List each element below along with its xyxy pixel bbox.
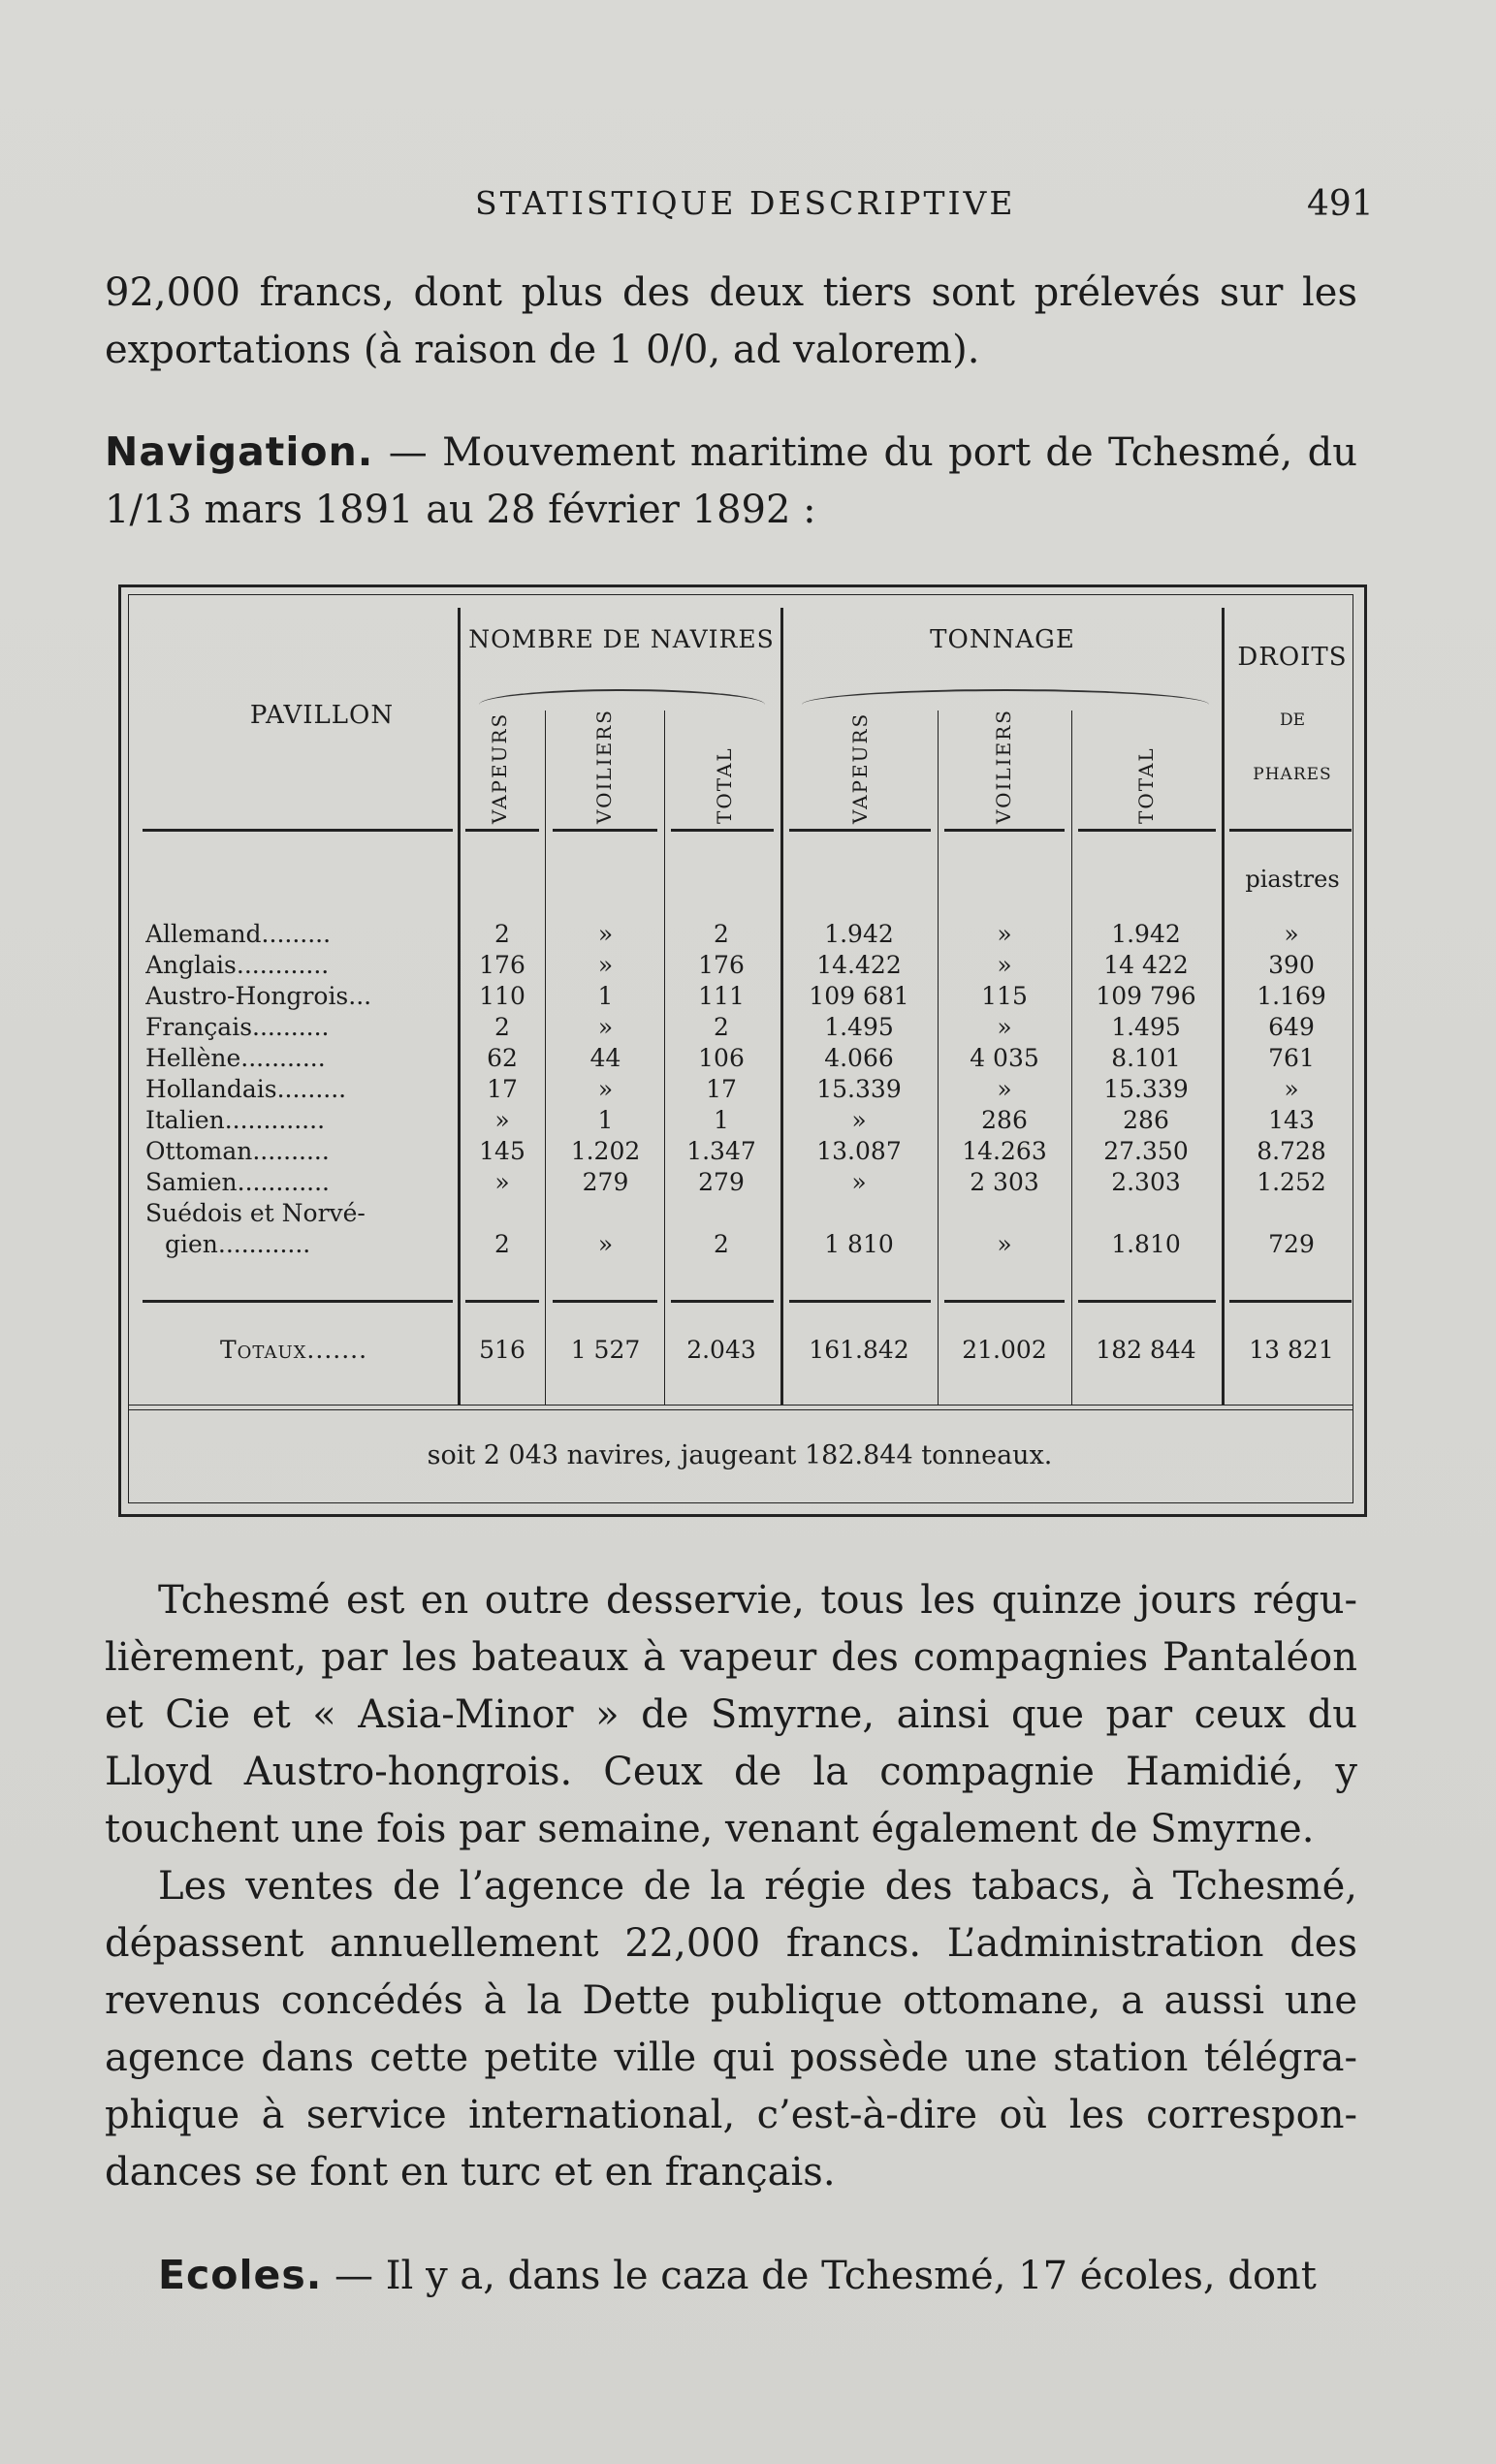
cell-t-voiliers: » bbox=[997, 920, 1012, 948]
totals-t-vapeurs: 161.842 bbox=[809, 1336, 909, 1364]
cell-t-vapeurs: 4.066 bbox=[824, 1044, 894, 1072]
rule-totals-c1 bbox=[465, 1300, 539, 1303]
page-number: 491 bbox=[1307, 184, 1374, 224]
cell-n-voiliers: 1 bbox=[597, 982, 614, 1010]
cell-n-total: 17 bbox=[706, 1075, 737, 1103]
cell-pavillon: Hellène........... bbox=[145, 1044, 326, 1072]
cell-n-voiliers: 44 bbox=[589, 1044, 621, 1072]
subheader-tonnage-total: TOTAL bbox=[1134, 746, 1158, 824]
rule-totals-c4 bbox=[789, 1300, 931, 1303]
cell-n-voiliers: » bbox=[597, 1075, 614, 1103]
col-rule-sub4 bbox=[1071, 711, 1072, 1405]
cell-t-vapeurs: 1.495 bbox=[824, 1013, 894, 1041]
cell-t-total: 1.810 bbox=[1111, 1230, 1181, 1258]
cell-n-total: 1 bbox=[714, 1106, 729, 1134]
cell-pavillon: Suédois et Norvé- bbox=[145, 1199, 366, 1227]
cell-t-voiliers: 14.263 bbox=[962, 1137, 1047, 1165]
subheader-tonnage-vapeurs: VAPEURS bbox=[848, 711, 872, 824]
cell-n-vapeurs: » bbox=[494, 1168, 510, 1196]
cell-t-total: 1.942 bbox=[1111, 920, 1181, 948]
rule-header-pavillon bbox=[143, 829, 453, 832]
paragraph-navigation bbox=[105, 424, 1357, 539]
cell-t-total: 109 796 bbox=[1096, 982, 1196, 1010]
cell-t-voiliers: 2 303 bbox=[970, 1168, 1039, 1196]
cell-pavillon: Allemand......... bbox=[145, 920, 332, 948]
cell-droits: 729 bbox=[1268, 1230, 1315, 1258]
cell-pavillon: Italien............. bbox=[145, 1106, 326, 1134]
cell-n-vapeurs: 2 bbox=[494, 920, 510, 948]
header-tonnage: TONNAGE bbox=[930, 625, 1075, 654]
cell-t-total: 1.495 bbox=[1111, 1013, 1181, 1041]
totals-t-total: 182 844 bbox=[1096, 1336, 1196, 1364]
cell-n-vapeurs: 176 bbox=[479, 951, 525, 979]
col-rule-sub1 bbox=[545, 711, 546, 1405]
cell-droits: » bbox=[1284, 1075, 1299, 1103]
cell-n-voiliers: » bbox=[597, 951, 614, 979]
cell-n-total: 2 bbox=[714, 1230, 729, 1258]
cell-n-vapeurs: 62 bbox=[487, 1044, 518, 1072]
cell-pavillon: Samien............ bbox=[145, 1168, 330, 1196]
subheader-nombre-voiliers: VOILIERS bbox=[592, 709, 616, 824]
cell-t-total: 2.303 bbox=[1111, 1168, 1181, 1196]
cell-t-total: 8.101 bbox=[1111, 1044, 1181, 1072]
cell-n-total: 106 bbox=[698, 1044, 745, 1072]
cell-t-vapeurs: » bbox=[851, 1168, 867, 1196]
cell-n-vapeurs: 110 bbox=[479, 982, 525, 1010]
rule-totals-c3 bbox=[671, 1300, 774, 1303]
cell-droits: » bbox=[1284, 920, 1299, 948]
rule-totals-pavillon bbox=[143, 1300, 453, 1303]
cell-droits: 761 bbox=[1268, 1044, 1315, 1072]
cell-t-voiliers: » bbox=[997, 951, 1012, 979]
totals-t-voiliers: 21.002 bbox=[962, 1336, 1047, 1364]
cell-pavillon: Ottoman.......... bbox=[145, 1137, 330, 1165]
cell-n-vapeurs: 2 bbox=[494, 1013, 510, 1041]
rule-totals-c7 bbox=[1229, 1300, 1352, 1303]
cell-t-total: 27.350 bbox=[1103, 1137, 1189, 1165]
table-summary: soit 2 043 navires, jaugeant 182.844 tonneaux. bbox=[427, 1440, 1053, 1470]
header-nombre-navires: NOMBRE DE NAVIRES bbox=[468, 625, 775, 653]
cell-n-voiliers: 1 bbox=[597, 1106, 614, 1134]
paragraph-services-2: Les ventes de l’agence de la régie des tabacs, à Tchesmé, dépassent annuellement 22,000 francs. L’administration des revenus concédés à la Dette publique ottomane, a aussi une agence dans cette petite ville qui possède une station télégraphique à service international, c’est-à-dire où les correspondances se font en turc et en français. bbox=[105, 1864, 1357, 2195]
cell-t-voiliers: » bbox=[997, 1075, 1012, 1103]
rule-header-c4 bbox=[789, 829, 931, 832]
rule-summary-top bbox=[128, 1405, 1353, 1406]
rule-totals-c6 bbox=[1078, 1300, 1216, 1303]
cell-t-vapeurs: 109 681 bbox=[809, 982, 909, 1010]
cell-n-vapeurs: » bbox=[494, 1106, 510, 1134]
rule-header-c5 bbox=[944, 829, 1065, 832]
cell-droits: 1.252 bbox=[1257, 1168, 1326, 1196]
cell-t-vapeurs: 1.942 bbox=[824, 920, 894, 948]
rule-header-c1 bbox=[465, 829, 539, 832]
header-piastres: piastres bbox=[1245, 866, 1340, 893]
paragraph-services-1: Tchesmé est en outre desservie, tous les quinze jours régulièrement, par les bateaux à vapeur des compagnies Pantaléon et Cie et « Asia-Minor » de Smyrne, ainsi que par ceux du Lloyd Austro-hongrois. Ceux de la compagnie Hamidié, y touchent une fois par semaine, venant également de Smyrne. bbox=[105, 1578, 1357, 1851]
cell-n-voiliers: 279 bbox=[582, 1168, 629, 1196]
cell-t-total: 286 bbox=[1123, 1106, 1169, 1134]
ecoles-text: — Il y a, dans le caza de Tchesmé, 17 écoles, dont bbox=[322, 2254, 1317, 2298]
subheader-nombre-total: TOTAL bbox=[713, 746, 736, 824]
cell-n-total: 1.347 bbox=[686, 1137, 756, 1165]
running-head-title: STATISTIQUE DESCRIPTIVE bbox=[475, 184, 1016, 222]
navigation-text: — Mouvement maritime du port de Tchesmé, du 1/13 mars 1891 au 28 février 1892 : bbox=[105, 430, 1357, 532]
cell-t-vapeurs: 14.422 bbox=[816, 951, 902, 979]
paragraph-services bbox=[105, 1572, 1357, 2201]
cell-t-voiliers: » bbox=[997, 1230, 1012, 1258]
rule-header-c6 bbox=[1078, 829, 1216, 832]
totals-droits: 13 821 bbox=[1249, 1336, 1334, 1364]
paragraph-ecoles bbox=[105, 2247, 1357, 2305]
rule-summary-top-double bbox=[128, 1409, 1353, 1410]
cell-pavillon: gien............ bbox=[165, 1230, 311, 1258]
section-heading-ecoles: Ecoles. bbox=[158, 2252, 323, 2298]
running-head bbox=[0, 184, 1496, 233]
cell-n-vapeurs: 17 bbox=[487, 1075, 518, 1103]
totals-label: Totaux....... bbox=[220, 1336, 368, 1364]
cell-droits: 390 bbox=[1268, 951, 1315, 979]
subheader-tonnage-voiliers: VOILIERS bbox=[992, 709, 1015, 824]
paragraph-exports bbox=[105, 265, 1357, 379]
cell-n-total: 2 bbox=[714, 1013, 729, 1041]
cell-t-voiliers: » bbox=[997, 1013, 1012, 1041]
cell-n-vapeurs: 145 bbox=[479, 1137, 525, 1165]
header-pavillon: PAVILLON bbox=[249, 701, 395, 730]
header-droits: DROITS bbox=[1237, 643, 1348, 672]
cell-n-total: 279 bbox=[698, 1168, 745, 1196]
cell-n-total: 176 bbox=[698, 951, 745, 979]
cell-pavillon: Anglais............ bbox=[145, 951, 330, 979]
cell-droits: 649 bbox=[1268, 1013, 1315, 1041]
cell-t-vapeurs: 13.087 bbox=[816, 1137, 902, 1165]
rule-header-c2 bbox=[553, 829, 657, 832]
cell-n-voiliers: » bbox=[597, 920, 614, 948]
cell-droits: 8.728 bbox=[1257, 1137, 1326, 1165]
paragraph-exports-text: 92,000 francs, dont plus des deux tiers sont prélevés sur les exportations (à raison de 1 0/0, ad valorem). bbox=[105, 270, 1357, 372]
rule-totals-c2 bbox=[553, 1300, 657, 1303]
subheader-nombre-vapeurs: VAPEURS bbox=[488, 711, 511, 824]
header-de: DE bbox=[1279, 711, 1306, 730]
cell-droits: 1.169 bbox=[1257, 982, 1326, 1010]
cell-t-total: 14 422 bbox=[1103, 951, 1189, 979]
cell-t-voiliers: 4 035 bbox=[970, 1044, 1039, 1072]
col-rule-sub3 bbox=[938, 711, 939, 1405]
cell-t-vapeurs: 1 810 bbox=[824, 1230, 894, 1258]
cell-n-voiliers: » bbox=[597, 1013, 614, 1041]
cell-pavillon: Hollandais......... bbox=[145, 1075, 347, 1103]
cell-t-vapeurs: » bbox=[851, 1106, 867, 1134]
cell-n-total: 111 bbox=[698, 982, 745, 1010]
cell-t-total: 15.339 bbox=[1103, 1075, 1189, 1103]
col-rule-sub2 bbox=[664, 711, 665, 1405]
totals-n-total: 2.043 bbox=[686, 1336, 756, 1364]
cell-t-voiliers: 115 bbox=[981, 982, 1028, 1010]
rule-header-c3 bbox=[671, 829, 774, 832]
section-heading-navigation: Navigation. bbox=[105, 428, 374, 475]
rule-header-c7 bbox=[1229, 829, 1352, 832]
cell-pavillon: Austro-Hongrois... bbox=[145, 982, 372, 1010]
cell-droits: 143 bbox=[1268, 1106, 1315, 1134]
cell-n-vapeurs: 2 bbox=[494, 1230, 510, 1258]
totals-n-vapeurs: 516 bbox=[479, 1336, 525, 1364]
col-rule-nombre bbox=[780, 608, 783, 1405]
totals-row bbox=[118, 1331, 1361, 1370]
cell-n-voiliers: » bbox=[597, 1230, 614, 1258]
totals-n-voiliers: 1 527 bbox=[570, 1336, 641, 1364]
rule-totals-c5 bbox=[944, 1300, 1065, 1303]
cell-pavillon: Français.......... bbox=[145, 1013, 330, 1041]
cell-t-vapeurs: 15.339 bbox=[816, 1075, 902, 1103]
navigation-table bbox=[118, 584, 1367, 1515]
header-phares: PHARES bbox=[1253, 765, 1332, 784]
cell-n-total: 2 bbox=[714, 920, 729, 948]
cell-n-voiliers: 1.202 bbox=[570, 1137, 641, 1165]
cell-t-voiliers: 286 bbox=[981, 1106, 1028, 1134]
